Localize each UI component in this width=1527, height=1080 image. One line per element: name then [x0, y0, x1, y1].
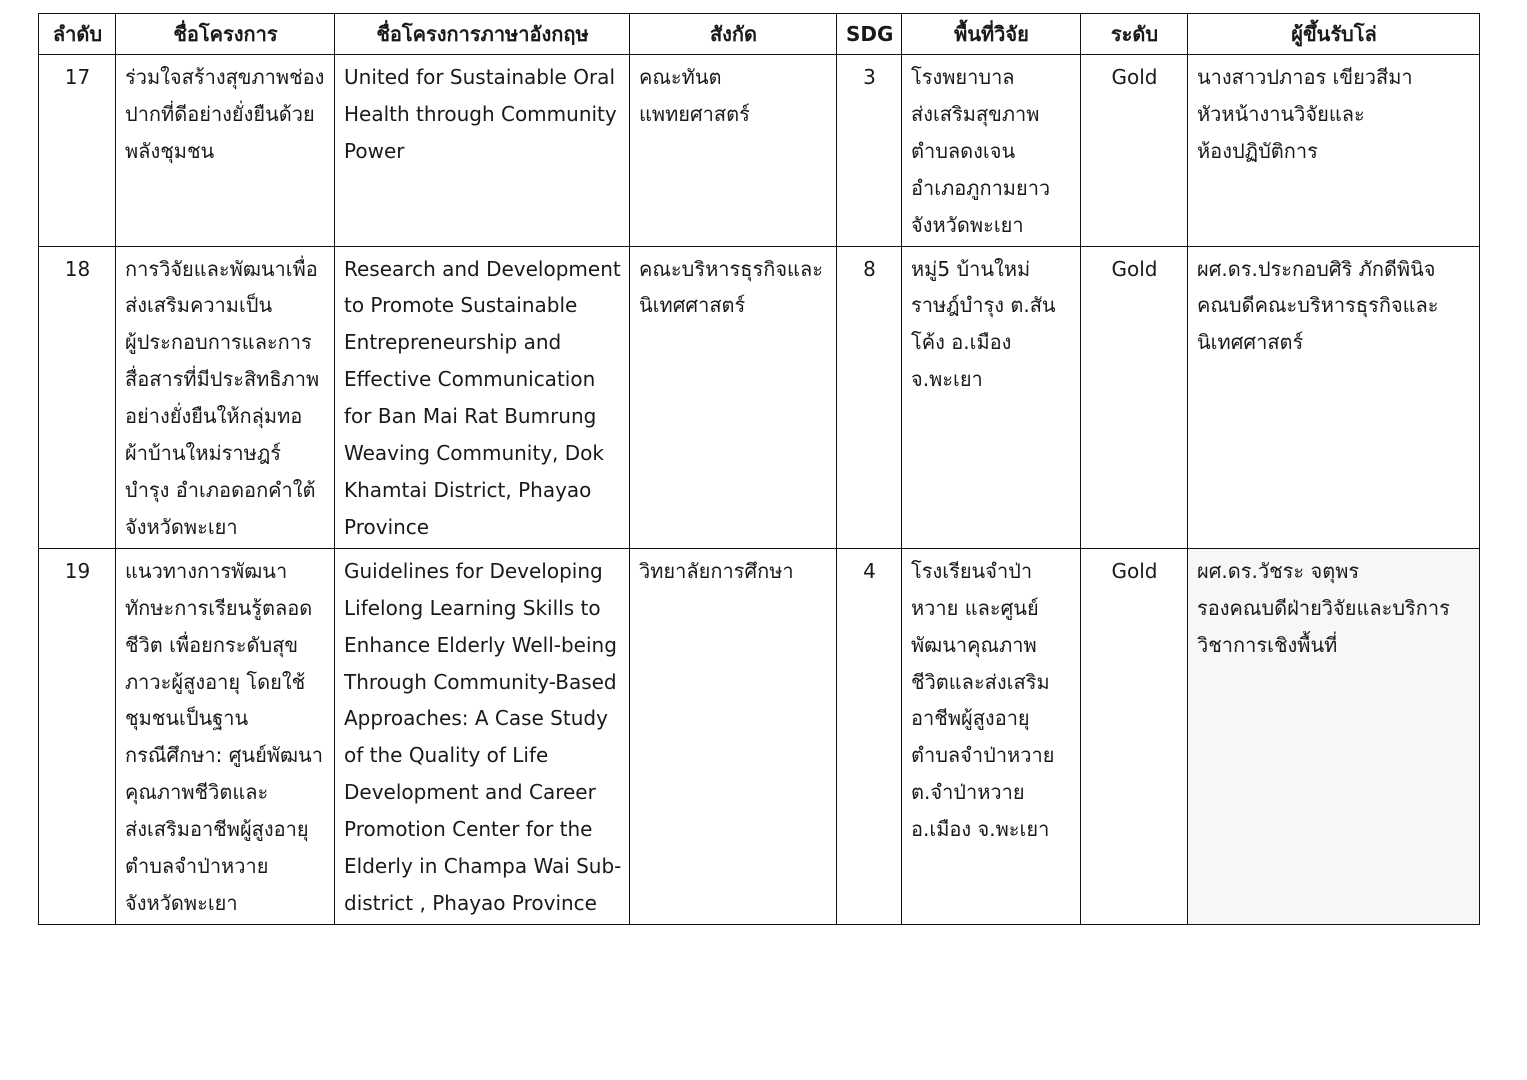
text-line: หมู่5 บ้านใหม่ [911, 256, 1031, 281]
text-line: แนวทางการพัฒนา [125, 558, 288, 583]
text-line: Promotion Center for the [344, 817, 593, 842]
text-line: ชีวิตและส่งเสริม [911, 669, 1050, 694]
text-line: อย่างยั่งยืนให้กลุ่มทอ [125, 404, 303, 429]
text-line: Khamtai District, Phayao [344, 477, 592, 502]
cell-recipient [1188, 55, 1480, 247]
table-row [39, 548, 1480, 924]
text-line: จังหวัดพะเยา [125, 514, 238, 539]
text-line: ห้องปฏิบัติการ [1197, 138, 1318, 163]
text-line: วิชาการเชิงพื้นที่ [1197, 632, 1338, 657]
text-line: จ.พะเยา [911, 367, 983, 392]
text-line: หวาย และศูนย์ [911, 595, 1039, 620]
text-line: ร่วมใจสร้างสุขภาพช่อง [125, 65, 325, 89]
header-row [39, 14, 1480, 55]
text-line: ตำบลดงเจน [911, 138, 1016, 163]
text-line: หัวหน้างานวิจัยและ [1197, 101, 1365, 126]
text-line: ทักษะการเรียนรู้ตลอด [125, 595, 313, 620]
text-line: พัฒนาคุณภาพ [911, 632, 1037, 657]
header-name-en: ชื่อโครงการภาษาอังกฤษ [335, 14, 630, 55]
cell-faculty [630, 55, 837, 247]
text-line: ภาวะผู้สูงอายุ โดยใช้ [125, 669, 306, 694]
text-line: อาชีพผู้สูงอายุ [911, 706, 1030, 731]
text-line: คณะบริหารธุรกิจและ [639, 256, 823, 281]
text-line: โรงเรียนจำป่า [911, 558, 1033, 583]
cell-sdg: 3 [837, 55, 902, 247]
text-line: จังหวัดพะเยา [911, 212, 1024, 237]
text-line: Health through Community [344, 101, 617, 126]
text-line: รองคณบดีฝ่ายวิจัยและบริการ [1197, 595, 1450, 620]
text-line: Weaving Community, Dok [344, 441, 604, 466]
cell-area [902, 246, 1081, 548]
table-row [39, 55, 1480, 247]
text-line: of the Quality of Life [344, 743, 549, 768]
text-line: โรงพยาบาล [911, 65, 1015, 89]
projects-table [38, 13, 1480, 925]
cell-no: 19 [39, 548, 116, 924]
text-line: ชีวิต เพื่อยกระดับสุข [125, 632, 299, 657]
cell-no: 18 [39, 246, 116, 548]
text-line: นิเทศศาสตร์ [639, 293, 746, 318]
header-faculty: สังกัด [630, 14, 837, 55]
text-line: ผศ.ดร.ประกอบศิริ ภักดีพินิจ [1197, 256, 1436, 281]
text-line: Entrepreneurship and [344, 330, 562, 355]
text-line: วิทยาลัยการศึกษา [639, 558, 794, 583]
text-line: ตำบลจำป่าหวาย [125, 854, 269, 879]
cell-level: Gold [1081, 246, 1188, 548]
text-line: ผศ.ดร.วัชระ จตุพร [1197, 558, 1360, 583]
text-line: United for Sustainable Oral [344, 65, 615, 89]
text-line: คุณภาพชีวิตและ [125, 780, 269, 805]
cell-name-en [335, 548, 630, 924]
text-line: ส่งเสริมความเป็น [125, 293, 273, 318]
text-line: Approaches: A Case Study [344, 706, 608, 731]
cell-sdg: 8 [837, 246, 902, 548]
text-line: นิเทศศาสตร์ [1197, 330, 1304, 355]
cell-area [902, 55, 1081, 247]
text-line: Effective Communication [344, 367, 596, 392]
cell-name-en [335, 246, 630, 548]
text-line: อำเภอภูกามยาว [911, 175, 1051, 200]
cell-name-th [116, 246, 335, 548]
text-line: พลังชุมชน [125, 138, 215, 163]
text-line: ปากที่ดีอย่างยั่งยืนด้วย [125, 101, 315, 126]
text-line: โค้ง อ.เมือง [911, 330, 1012, 355]
text-line: จังหวัดพะเยา [125, 890, 238, 915]
header-sdg: SDG [837, 14, 902, 55]
cell-recipient [1188, 246, 1480, 548]
cell-recipient [1188, 548, 1480, 924]
text-line: ต.จำป่าหวาย [911, 780, 1025, 805]
text-line: Research and Development [344, 256, 621, 281]
text-line: Guidelines for Developing [344, 558, 603, 583]
header-recipient: ผู้ขึ้นรับโล่ [1188, 14, 1480, 55]
text-line: for Ban Mai Rat Bumrung [344, 404, 597, 429]
cell-level: Gold [1081, 548, 1188, 924]
text-line: ส่งเสริมอาชีพผู้สูงอายุ [125, 817, 309, 842]
cell-level: Gold [1081, 55, 1188, 247]
text-line: ผู้ประกอบการและการ [125, 330, 312, 355]
header-name-th: ชื่อโครงการ [116, 14, 335, 55]
text-line: การวิจัยและพัฒนาเพื่อ [125, 256, 318, 281]
text-line: Through Community-Based [344, 669, 617, 694]
text-line: คณะทันต [639, 65, 722, 89]
cell-name-en [335, 55, 630, 247]
cell-name-th [116, 548, 335, 924]
header-area: พื้นที่วิจัย [902, 14, 1081, 55]
header-level: ระดับ [1081, 14, 1188, 55]
cell-name-th [116, 55, 335, 247]
cell-faculty [630, 548, 837, 924]
text-line: Power [344, 138, 405, 163]
text-line: ชุมชนเป็นฐาน [125, 706, 249, 731]
cell-area [902, 548, 1081, 924]
text-line: Development and Career [344, 780, 596, 805]
text-line: นางสาวปภาอร เขียวสีมา [1197, 65, 1413, 89]
cell-faculty [630, 246, 837, 548]
text-line: คณบดีคณะบริหารธุรกิจและ [1197, 293, 1439, 318]
text-line: Province [344, 514, 430, 539]
text-line: กรณีศึกษา: ศูนย์พัฒนา [125, 743, 323, 768]
header-no: ลำดับ [39, 14, 116, 55]
cell-sdg: 4 [837, 548, 902, 924]
cell-no: 17 [39, 55, 116, 247]
text-line: ส่งเสริมสุขภาพ [911, 101, 1040, 126]
text-line: ผ้าบ้านใหม่ราษฎร์ [125, 441, 282, 466]
text-line: Elderly in Champa Wai Sub- [344, 854, 622, 879]
text-line: Lifelong Learning Skills to [344, 595, 601, 620]
text-line: อ.เมือง จ.พะเยา [911, 817, 1050, 842]
text-line: ตำบลจำป่าหวาย [911, 743, 1055, 768]
text-line: district , Phayao Province [344, 890, 597, 915]
text-line: Enhance Elderly Well-being [344, 632, 617, 657]
text-line: บำรุง อำเภอดอกคำใต้ [125, 477, 316, 502]
text-line: to Promote Sustainable [344, 293, 578, 318]
text-line: สื่อสารที่มีประสิทธิภาพ [125, 367, 320, 392]
table-row [39, 246, 1480, 548]
text-line: แพทยศาสตร์ [639, 101, 750, 126]
text-line: ราษฎ์บำรุง ต.สัน [911, 293, 1056, 318]
